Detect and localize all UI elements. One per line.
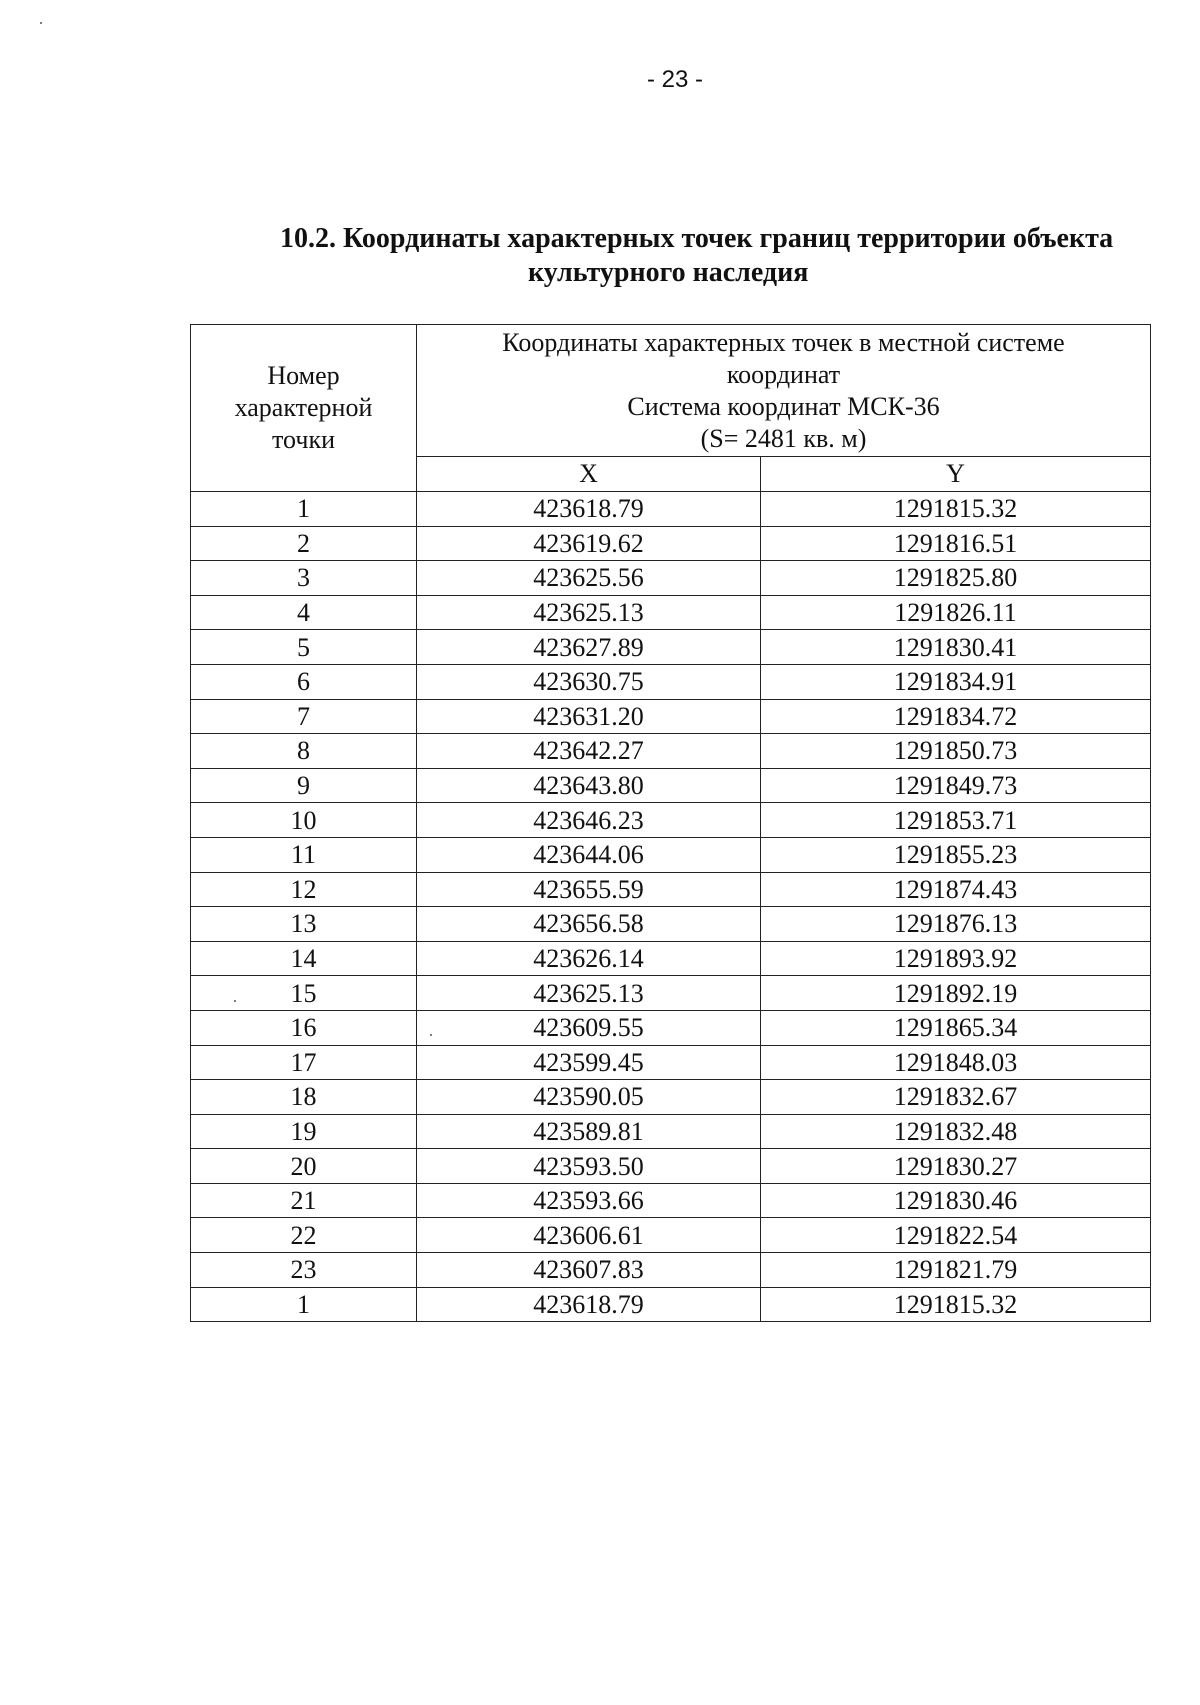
y-coordinate-cell: 1291821.79 — [761, 1253, 1151, 1288]
coordinate-system-header — [417, 325, 1151, 457]
x-coordinate-cell: 423644.06 — [417, 837, 761, 872]
table-row — [191, 561, 1151, 596]
point-number-cell: 2 — [191, 526, 417, 561]
table-row — [191, 1287, 1151, 1322]
point-number-cell: 7 — [191, 699, 417, 734]
table-row — [191, 1218, 1151, 1253]
table-row — [191, 1045, 1151, 1080]
point-number-cell: 10 — [191, 803, 417, 838]
table-row — [191, 1183, 1151, 1218]
y-coordinate-cell: 1291848.03 — [761, 1045, 1151, 1080]
x-coordinate-cell: 423627.89 — [417, 630, 761, 665]
table-row — [191, 907, 1151, 942]
y-coordinate-cell: 1291850.73 — [761, 734, 1151, 769]
point-number-cell: 19 — [191, 1114, 417, 1149]
point-number-header-line: точки — [272, 425, 335, 454]
point-number-cell: 16 — [191, 1010, 417, 1045]
y-coordinate-cell: 1291834.72 — [761, 699, 1151, 734]
x-coordinate-cell: 423656.58 — [417, 907, 761, 942]
x-coordinate-cell: 423618.79 — [417, 1287, 761, 1322]
coordinates-table-body — [191, 492, 1151, 1322]
table-row — [191, 492, 1151, 527]
x-coordinate-cell: 423625.13 — [417, 595, 761, 630]
scan-speck — [40, 22, 42, 24]
table-row — [191, 595, 1151, 630]
x-coordinate-cell: 423609.55 — [417, 1010, 761, 1045]
section-heading-line-2: культурного наследия — [528, 257, 809, 288]
section-heading — [250, 222, 1150, 290]
point-number-cell: 9 — [191, 768, 417, 803]
table-row — [191, 803, 1151, 838]
x-coordinate-cell: 423625.56 — [417, 561, 761, 596]
point-number-cell: 12 — [191, 872, 417, 907]
x-coordinate-cell: 423646.23 — [417, 803, 761, 838]
y-coordinate-cell: 1291853.71 — [761, 803, 1151, 838]
point-number-cell: 17 — [191, 1045, 417, 1080]
coordinate-system-header-line: Координаты характерных точек в местной системе — [502, 327, 1065, 357]
y-coordinate-cell: 1291832.67 — [761, 1080, 1151, 1115]
x-coordinate-cell: 423642.27 — [417, 734, 761, 769]
y-coordinate-cell: 1291830.41 — [761, 630, 1151, 665]
y-coordinate-cell: 1291865.34 — [761, 1010, 1151, 1045]
y-coordinate-cell: 1291832.48 — [761, 1114, 1151, 1149]
y-coordinate-cell: 1291815.32 — [761, 1287, 1151, 1322]
point-number-cell: 13 — [191, 907, 417, 942]
x-coordinate-cell: 423631.20 — [417, 699, 761, 734]
table-row — [191, 526, 1151, 561]
x-coordinate-cell: 423599.45 — [417, 1045, 761, 1080]
point-number-cell: 3 — [191, 561, 417, 596]
point-number-cell: 11 — [191, 837, 417, 872]
table-row — [191, 872, 1151, 907]
y-column-header: Y — [761, 457, 1151, 492]
table-row — [191, 768, 1151, 803]
x-coordinate-cell: 423630.75 — [417, 664, 761, 699]
y-coordinate-cell: 1291825.80 — [761, 561, 1151, 596]
coordinates-table — [190, 324, 1151, 1322]
point-number-cell: 6 — [191, 664, 417, 699]
y-coordinate-cell: 1291830.46 — [761, 1183, 1151, 1218]
table-row — [191, 1010, 1151, 1045]
y-coordinate-cell: 1291834.91 — [761, 664, 1151, 699]
x-coordinate-cell: 423607.83 — [417, 1253, 761, 1288]
coordinate-system-header-line: (S= 2481 кв. м) — [700, 423, 867, 453]
table-header-row — [191, 325, 1151, 457]
x-coordinate-cell: 423618.79 — [417, 492, 761, 527]
point-number-cell: 5 — [191, 630, 417, 665]
point-number-cell: 1 — [191, 1287, 417, 1322]
coordinate-system-header-line: Система координат МСК-36 — [627, 391, 940, 421]
x-coordinate-cell: 423589.81 — [417, 1114, 761, 1149]
point-number-header — [191, 325, 417, 492]
x-column-header: X — [417, 457, 761, 492]
y-coordinate-cell: 1291876.13 — [761, 907, 1151, 942]
point-number-cell: 14 — [191, 941, 417, 976]
y-coordinate-cell: 1291849.73 — [761, 768, 1151, 803]
y-coordinate-cell: 1291826.11 — [761, 595, 1151, 630]
point-number-cell: 21 — [191, 1183, 417, 1218]
page-number: - 23 - — [646, 66, 703, 93]
x-coordinate-cell: 423593.50 — [417, 1149, 761, 1184]
y-coordinate-cell: 1291815.32 — [761, 492, 1151, 527]
y-coordinate-cell: 1291893.92 — [761, 941, 1151, 976]
point-number-cell: 4 — [191, 595, 417, 630]
table-row — [191, 1253, 1151, 1288]
point-number-cell: 22 — [191, 1218, 417, 1253]
x-coordinate-cell: 423619.62 — [417, 526, 761, 561]
x-coordinate-cell: 423606.61 — [417, 1218, 761, 1253]
y-coordinate-cell: 1291855.23 — [761, 837, 1151, 872]
point-number-cell: 18 — [191, 1080, 417, 1115]
x-coordinate-cell: 423590.05 — [417, 1080, 761, 1115]
point-number-header-line: характерной — [234, 393, 373, 422]
table-row — [191, 1080, 1151, 1115]
section-heading-line-1: 10.2. Координаты характерных точек границ территории объекта — [280, 223, 1114, 254]
point-number-cell: 20 — [191, 1149, 417, 1184]
point-number-header-line: Номер — [267, 361, 340, 390]
y-coordinate-cell: 1291874.43 — [761, 872, 1151, 907]
table-row — [191, 1149, 1151, 1184]
x-coordinate-cell: 423625.13 — [417, 976, 761, 1011]
point-number-cell: 23 — [191, 1253, 417, 1288]
point-number-cell: 15 — [191, 976, 417, 1011]
table-row — [191, 699, 1151, 734]
x-coordinate-cell: 423626.14 — [417, 941, 761, 976]
table-row — [191, 976, 1151, 1011]
table-row — [191, 734, 1151, 769]
coordinate-system-header-line: координат — [726, 359, 841, 389]
y-coordinate-cell: 1291892.19 — [761, 976, 1151, 1011]
table-row — [191, 1114, 1151, 1149]
table-row — [191, 941, 1151, 976]
table-row — [191, 664, 1151, 699]
x-coordinate-cell: 423593.66 — [417, 1183, 761, 1218]
y-coordinate-cell: 1291822.54 — [761, 1218, 1151, 1253]
x-coordinate-cell: 423655.59 — [417, 872, 761, 907]
y-coordinate-cell: 1291830.27 — [761, 1149, 1151, 1184]
table-row — [191, 630, 1151, 665]
table-row — [191, 837, 1151, 872]
point-number-cell: 8 — [191, 734, 417, 769]
point-number-cell: 1 — [191, 492, 417, 527]
y-coordinate-cell: 1291816.51 — [761, 526, 1151, 561]
x-coordinate-cell: 423643.80 — [417, 768, 761, 803]
